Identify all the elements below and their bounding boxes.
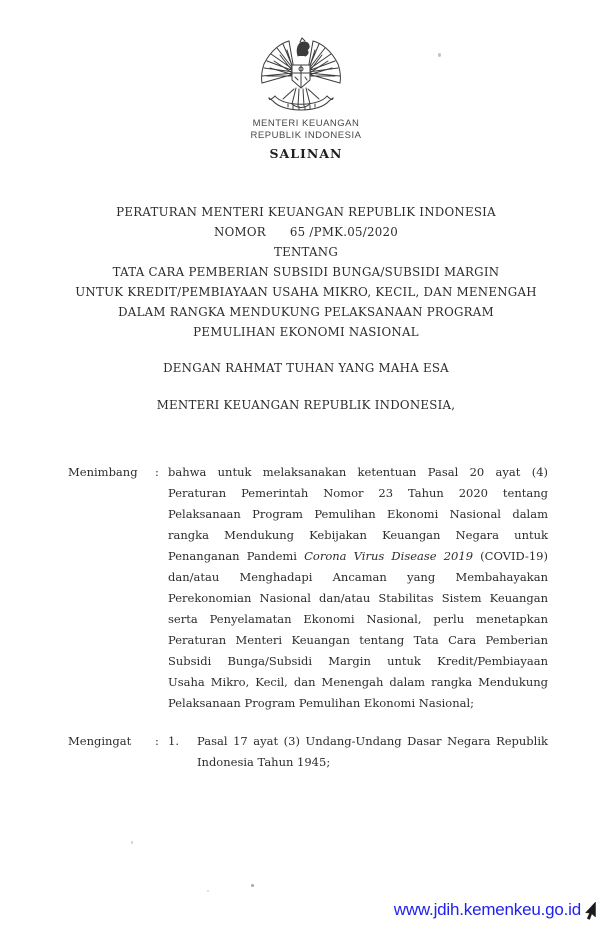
invocation-line: DENGAN RAHMAT TUHAN YANG MAHA ESA (163, 361, 449, 375)
regulation-title: PERATURAN MENTERI KEUANGAN REPUBLIK INDONESIA NOMOR 65 /PMK.05/2020 TENTANG TATA CARA PEMBERIAN SUBSIDI BUNGA/SUBSIDI MARGIN UNTUK KREDIT/PEMBIAYAAN USAHA MIKRO, KECIL, DAN MENENGAH DALAM RANGKA MENDUKUNG PELAKSANAAN PROGRAM PEMULIHAN EKONOMI NASIONAL (75, 205, 537, 339)
legal-basis-colon: : (155, 734, 159, 748)
footer-link[interactable]: www.jdih.kemenkeu.go.id (393, 900, 581, 919)
scan-speck (251, 884, 254, 887)
authority-line: MENTERI KEUANGAN REPUBLIK INDONESIA, (156, 398, 456, 412)
mouse-cursor-icon (585, 902, 597, 924)
ministry-line2: REPUBLIK INDONESIA (250, 130, 362, 141)
considering-label: Menimbang (68, 465, 138, 479)
scan-speck (207, 890, 209, 892)
scan-speck (131, 841, 133, 844)
ministry-line1: MENTERI KEUANGAN (252, 118, 360, 129)
legal-basis-text: Pasal 17 ayat (3) Undang-Undang Dasar Negara Republik Indonesia Tahun 1945; (197, 734, 548, 769)
legal-basis-label: Mengingat (68, 734, 132, 748)
copy-stamp-label: SALINAN (269, 146, 343, 161)
considering-clause (68, 462, 548, 714)
garuda-pancasila-emblem (261, 36, 341, 116)
considering-colon: : (155, 465, 159, 479)
list-item-number: 1. (168, 734, 179, 748)
ministry-name (0, 118, 612, 142)
legal-basis-clause (68, 731, 548, 773)
scan-speck (438, 53, 441, 57)
considering-text: bahwa untuk melaksanakan ketentuan Pasal 20 ayat (4) Peraturan Pemerintah Nomor 23 Tahun 2020 tentang Pelaksanaan Program Pemulihan Ekonomi Nasional dalam rangka Mendukung Kebijakan Keuangan Negara untuk Penanganan Pandemi Corona Virus Disease 2019 (COVID-19) dan/atau Menghadapi Ancaman yang Membahayakan Perekonomian Nasional dan/atau Stabilitas Sistem Keuangan serta Penyelamatan Ekonomi Nasional, perlu menetapkan Peraturan Menteri Keuangan tentang Tata Cara Pemberian Subsidi Bunga/Subsidi Margin untuk Kredit/Pembiayaan Usaha Mikro, Kecil, dan Menengah dalam rangka Mendukung Pelaksanaan Program Pemulihan Ekonomi Nasional; (168, 465, 548, 710)
